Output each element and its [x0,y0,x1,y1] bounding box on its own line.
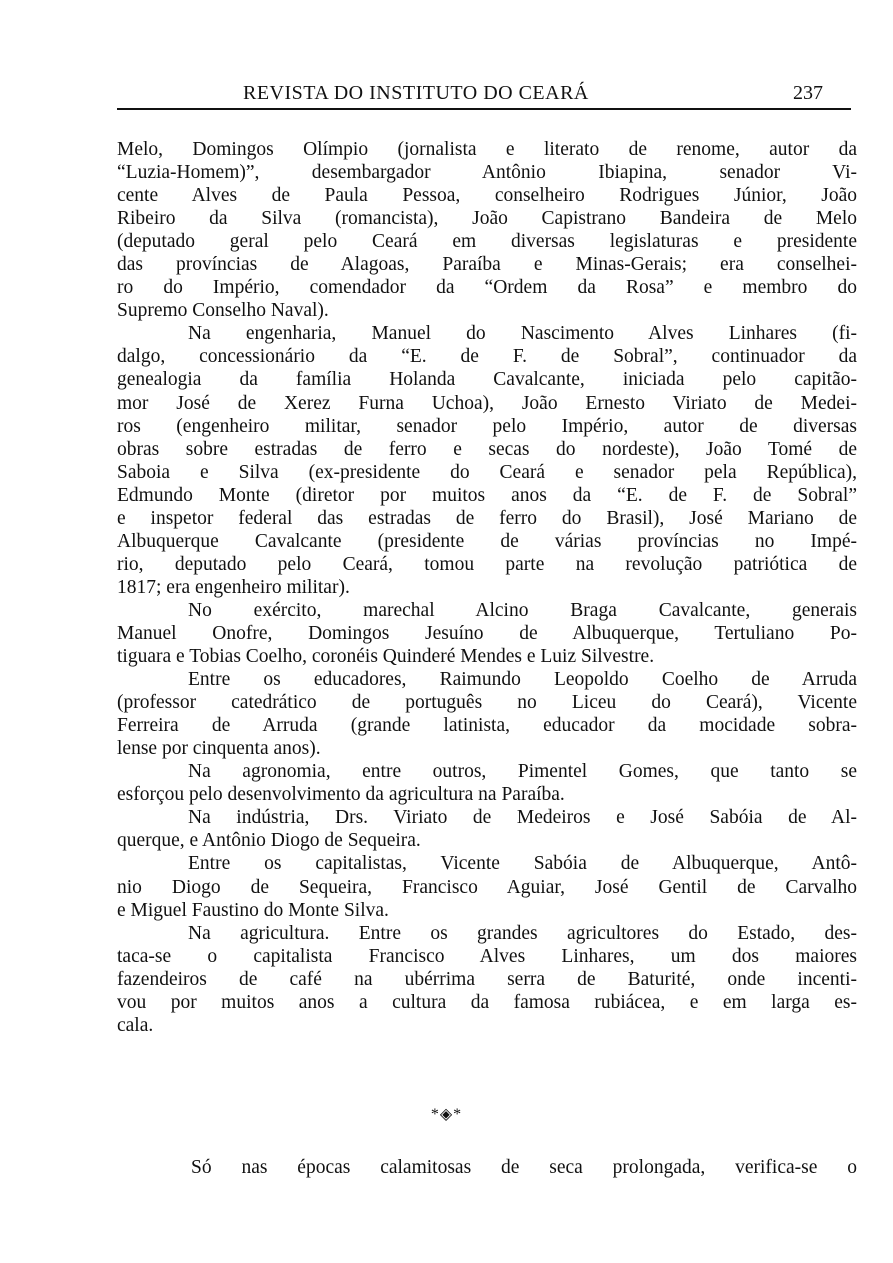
text-line: obras sobre estradas de ferro e secas do nordeste), João Tomé de [117,438,857,460]
text-line: nio Diogo de Sequeira, Francisco Aguiar, José Gentil de Carvalho [117,876,857,898]
text-line: dalgo, concessionário da “E. de F. de Sobral”, continuador da [117,346,857,368]
text-line: Na engenharia, Manuel do Nascimento Alves Linhares (fi- [188,323,857,345]
paragraph [117,599,857,668]
text-line: lense por cinquenta anos). [117,738,321,760]
text-line: Supremo Conselho Naval). [117,300,329,322]
paragraph [117,806,857,852]
paragraph [117,922,857,1037]
text-line: Manuel Onofre, Domingos Jesuíno de Albuquerque, Tertuliano Po- [117,622,857,644]
text-line: (deputado geral pelo Ceará em diversas legislaturas e presidente [117,231,857,253]
text-line: esforçou pelo desenvolvimento da agricultura na Paraíba. [117,784,565,806]
journal-title: REVISTA DO INSTITUTO DO CEARÁ [243,82,589,104]
text-line: ros (engenheiro militar, senador pelo Império, autor de diversas [117,415,857,437]
paragraph-opening-line: Só nas épocas calamitosas de seca prolongada, verifica-se o [191,1157,857,1178]
text-line: Na agricultura. Entre os grandes agricultores do Estado, des- [188,922,857,944]
page-number: 237 [793,82,823,104]
paragraph [117,852,857,921]
text-line: (professor catedrático de português no Liceu do Ceará), Vicente [117,692,857,714]
text-line: taca-se o capitalista Francisco Alves Linhares, um dos maiores [117,945,857,967]
paragraph [117,668,857,760]
text-line: No exército, marechal Alcino Braga Cavalcante, generais [188,599,857,621]
text-line: fazendeiros de café na ubérrima serra de Baturité, onde incenti- [117,968,857,990]
paragraph [117,138,857,322]
text-line: Saboia e Silva (ex-presidente do Ceará e senador pela República), [117,461,857,483]
text-line: cente Alves de Paula Pessoa, conselheiro Rodrigues Júnior, João [117,185,857,207]
body-text [117,138,857,1037]
text-line: Ribeiro da Silva (romancista), João Capistrano Bandeira de Melo [117,208,857,230]
text-line: e inspetor federal das estradas de ferro do Brasil), José Mariano de [117,507,857,529]
text-line: genealogia da família Holanda Cavalcante, iniciada pelo capitão- [117,369,857,391]
text-line: Ferreira de Arruda (grande latinista, educador da mocidade sobra- [117,715,857,737]
running-header [117,76,851,110]
paragraph [117,760,857,806]
text-line: Entre os capitalistas, Vicente Sabóia de Albuquerque, Antô- [188,853,857,875]
text-line: 1817; era engenheiro militar). [117,576,350,598]
text-line: ro do Império, comendador da “Ordem da Rosa” e membro do [117,277,857,299]
text-line: Na indústria, Drs. Viriato de Medeiros e José Sabóia de Al- [188,807,857,829]
text-line: mor José de Xerez Furna Uchoa), João Ernesto Viriato de Medei- [117,392,857,414]
text-line: “Luzia-Homem)”, desembargador Antônio Ibiapina, senador Vi- [117,162,857,184]
text-line: vou por muitos anos a cultura da famosa rubiácea, e em larga es- [117,991,857,1013]
text-line: querque, e Antônio Diogo de Sequeira. [117,830,421,852]
text-line: Na agronomia, entre outros, Pimentel Gomes, que tanto se [188,761,857,783]
paragraph [117,322,857,599]
text-line: Edmundo Monte (diretor por muitos anos da “E. de F. de Sobral” [117,484,857,506]
text-line: cala. [117,1014,154,1036]
text-line: das províncias de Alagoas, Paraíba e Minas-Gerais; era conselhei- [117,254,857,276]
section-separator: *◈* [430,1106,463,1123]
text-line: rio, deputado pelo Ceará, tomou parte na revolução patriótica de [117,553,857,575]
text-line: Entre os educadores, Raimundo Leopoldo Coelho de Arruda [188,669,857,691]
text-line: Melo, Domingos Olímpio (jornalista e literato de renome, autor da [117,139,857,160]
text-line: tiguara e Tobias Coelho, coronéis Quinderé Mendes e Luiz Silvestre. [117,646,655,668]
text-line: e Miguel Faustino do Monte Silva. [117,899,389,921]
text-line: Albuquerque Cavalcante (presidente de várias províncias no Impé- [117,530,857,552]
